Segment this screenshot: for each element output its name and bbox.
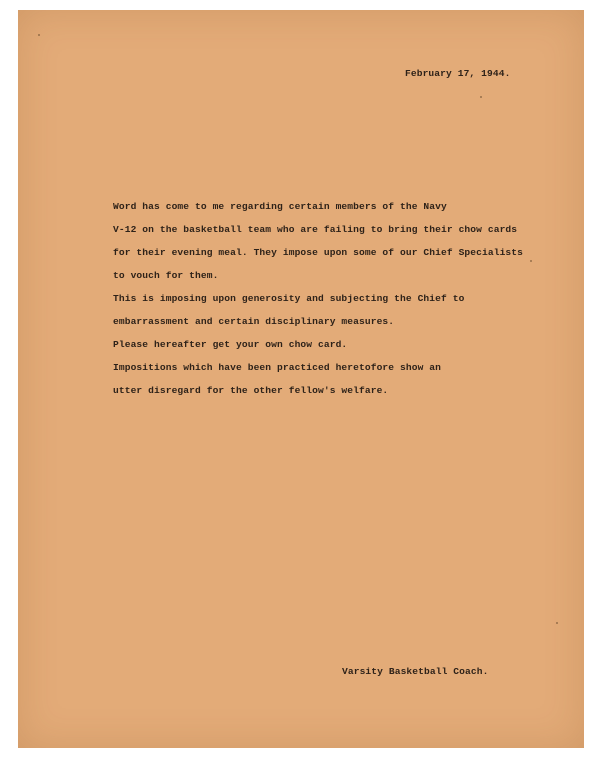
body-line-6: embarrassment and certain disciplinary measures. [113, 316, 395, 327]
letter-page [18, 10, 584, 748]
body-line-5: This is imposing upon generosity and subjecting the Chief to [113, 293, 465, 304]
body-line-1: Word has come to me regarding certain members of the Navy [113, 201, 447, 212]
paper-speck [38, 34, 40, 36]
body-line-8: Impositions which have been practiced heretofore show an [113, 362, 442, 373]
body-line-7: Please hereafter get your own chow card. [113, 339, 348, 350]
body-line-4: to vouch for them. [113, 270, 219, 281]
letter-date: February 17, 1944. [405, 68, 511, 79]
paper-speck [530, 260, 532, 262]
signature-line: Varsity Basketball Coach. [342, 666, 489, 677]
body-line-3: for their evening meal. They impose upon some of our Chief Specialists [113, 247, 524, 258]
body-line-9: utter disregard for the other fellow's welfare. [113, 385, 389, 396]
body-line-2: V-12 on the basketball team who are failing to bring their chow cards [113, 224, 518, 235]
paper-speck [556, 622, 558, 624]
paper-speck [480, 96, 482, 98]
